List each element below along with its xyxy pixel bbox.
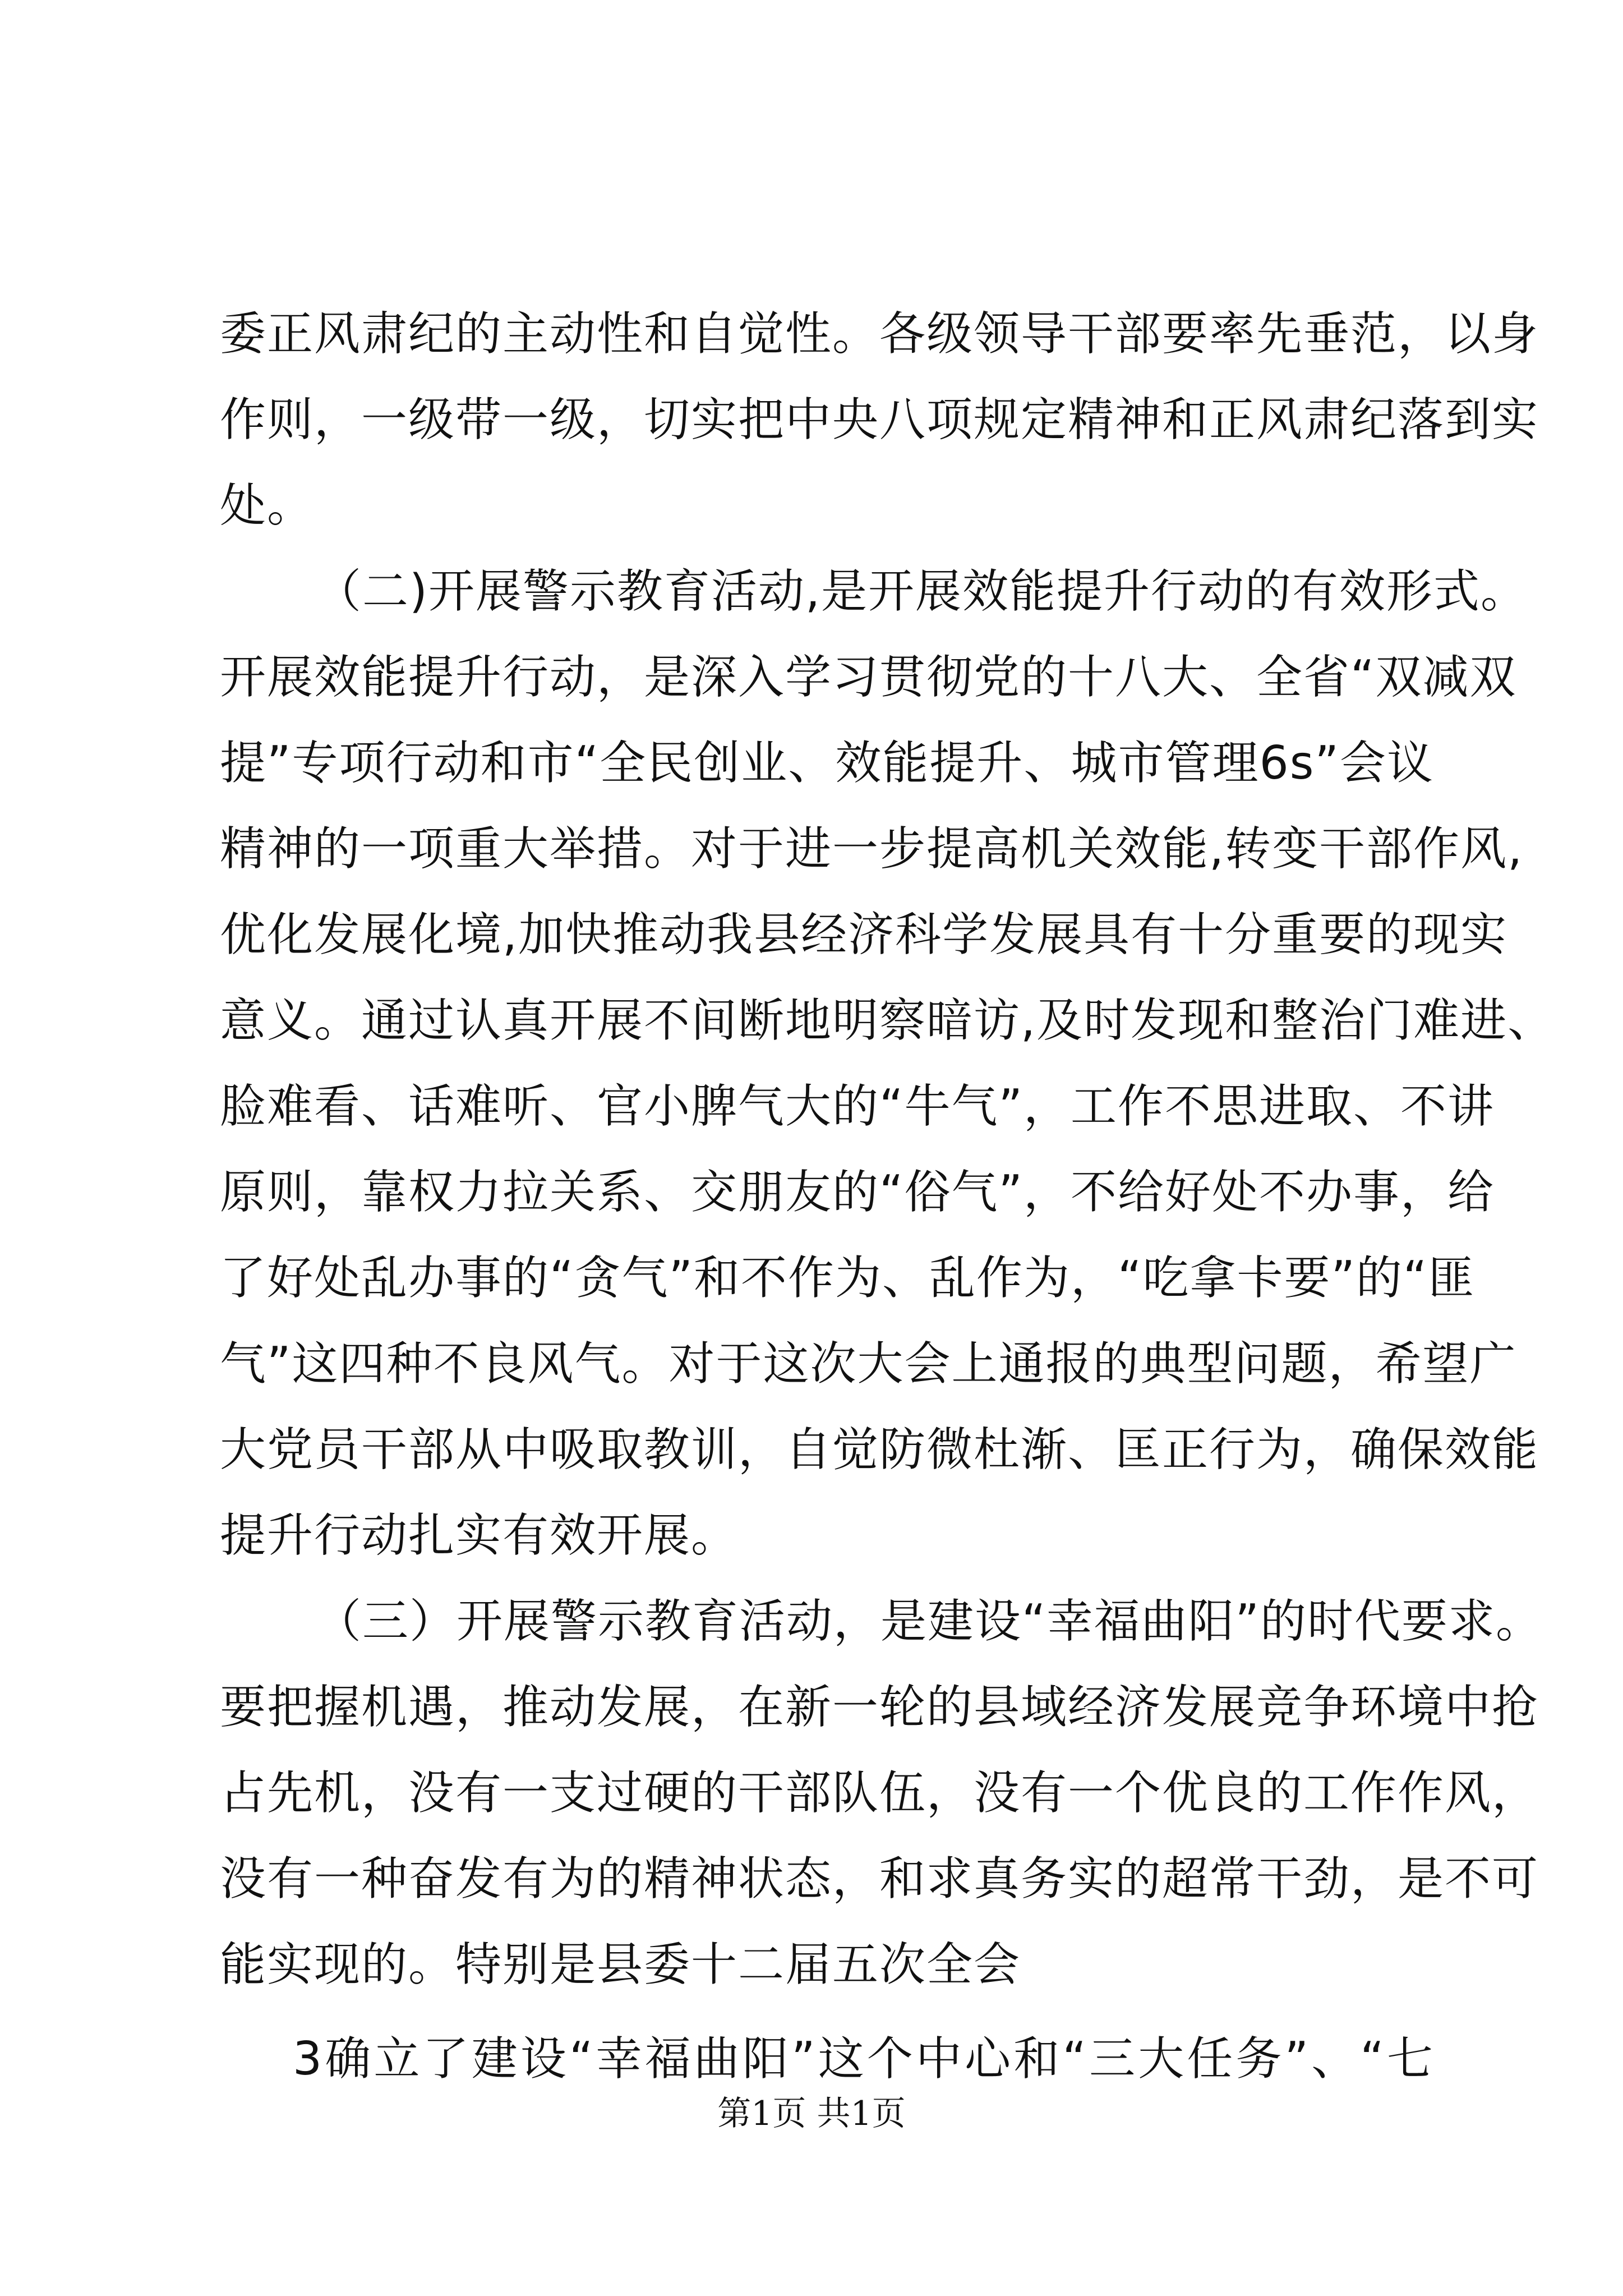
- page-number-footer: 第1页 共1页: [717, 2094, 906, 2133]
- text-line: 占先机，没有一支过硬的干部队伍，没有一个优良的工作作风，: [220, 1766, 1539, 1820]
- text-line: 了好处乱办事的“贪气”和不作为、乱作为，“吃拿卡要”的“匪: [220, 1251, 1476, 1305]
- text-line: 精神的一项重大举措。对于进一步提高机关效能,转变干部作风,: [220, 822, 1524, 876]
- text-line: 意义。通过认真开展不间断地明察暗访,及时发现和整治门难进、: [220, 994, 1555, 1047]
- text-line: 3确立了建设“幸福曲阳”这个中心和“三大任务”、“七: [293, 2032, 1434, 2086]
- paragraph-heading-2: （二)开展警示教育活动,是开展效能提升行动的有效形式。: [315, 565, 1528, 618]
- paragraph-heading-3: （三）开展警示教育活动，是建设“幸福曲阳”的时代要求。: [315, 1595, 1543, 1648]
- text-line: 原则，靠权力拉关系、交朋友的“俗气”，不给好处不办事，给: [220, 1166, 1495, 1219]
- text-line: 优化发展化境,加快推动我县经济科学发展具有十分重要的现实: [220, 908, 1508, 961]
- text-line: 处。: [220, 479, 315, 532]
- text-line: 要把握机遇，推动发展，在新一轮的县域经济发展竞争环境中抢: [220, 1681, 1539, 1734]
- text-line: 气”这四种不良风气。对于这次大会上通报的典型问题，希望广: [220, 1337, 1517, 1391]
- text-line: 大党员干部从中吸取教训，自觉防微杜渐、匡正行为，确保效能: [220, 1423, 1539, 1476]
- text-line: 开展效能提升行动，是深入学习贯彻党的十八大、全省“双减双: [220, 651, 1517, 704]
- text-line: 能实现的。特别是县委十二届五次全会: [220, 1938, 1021, 1991]
- text-line: 没有一种奋发有为的精神状态，和求真务实的超常干劲，是不可: [220, 1852, 1539, 1906]
- text-line: 脸难看、话难听、官小脾气大的“牛气”，工作不思进取、不讲: [220, 1080, 1495, 1133]
- text-line: 作则，一级带一级，切实把中央八项规定精神和正风肃纪落到实: [220, 393, 1539, 447]
- text-line: 提”专项行动和市“全民创业、效能提升、城市管理6s”会议: [220, 737, 1434, 790]
- text-line: 委正风肃纪的主动性和自觉性。各级领导干部要率先垂范，以身: [220, 307, 1539, 361]
- text-line: 提升行动扎实有效开展。: [220, 1509, 739, 1562]
